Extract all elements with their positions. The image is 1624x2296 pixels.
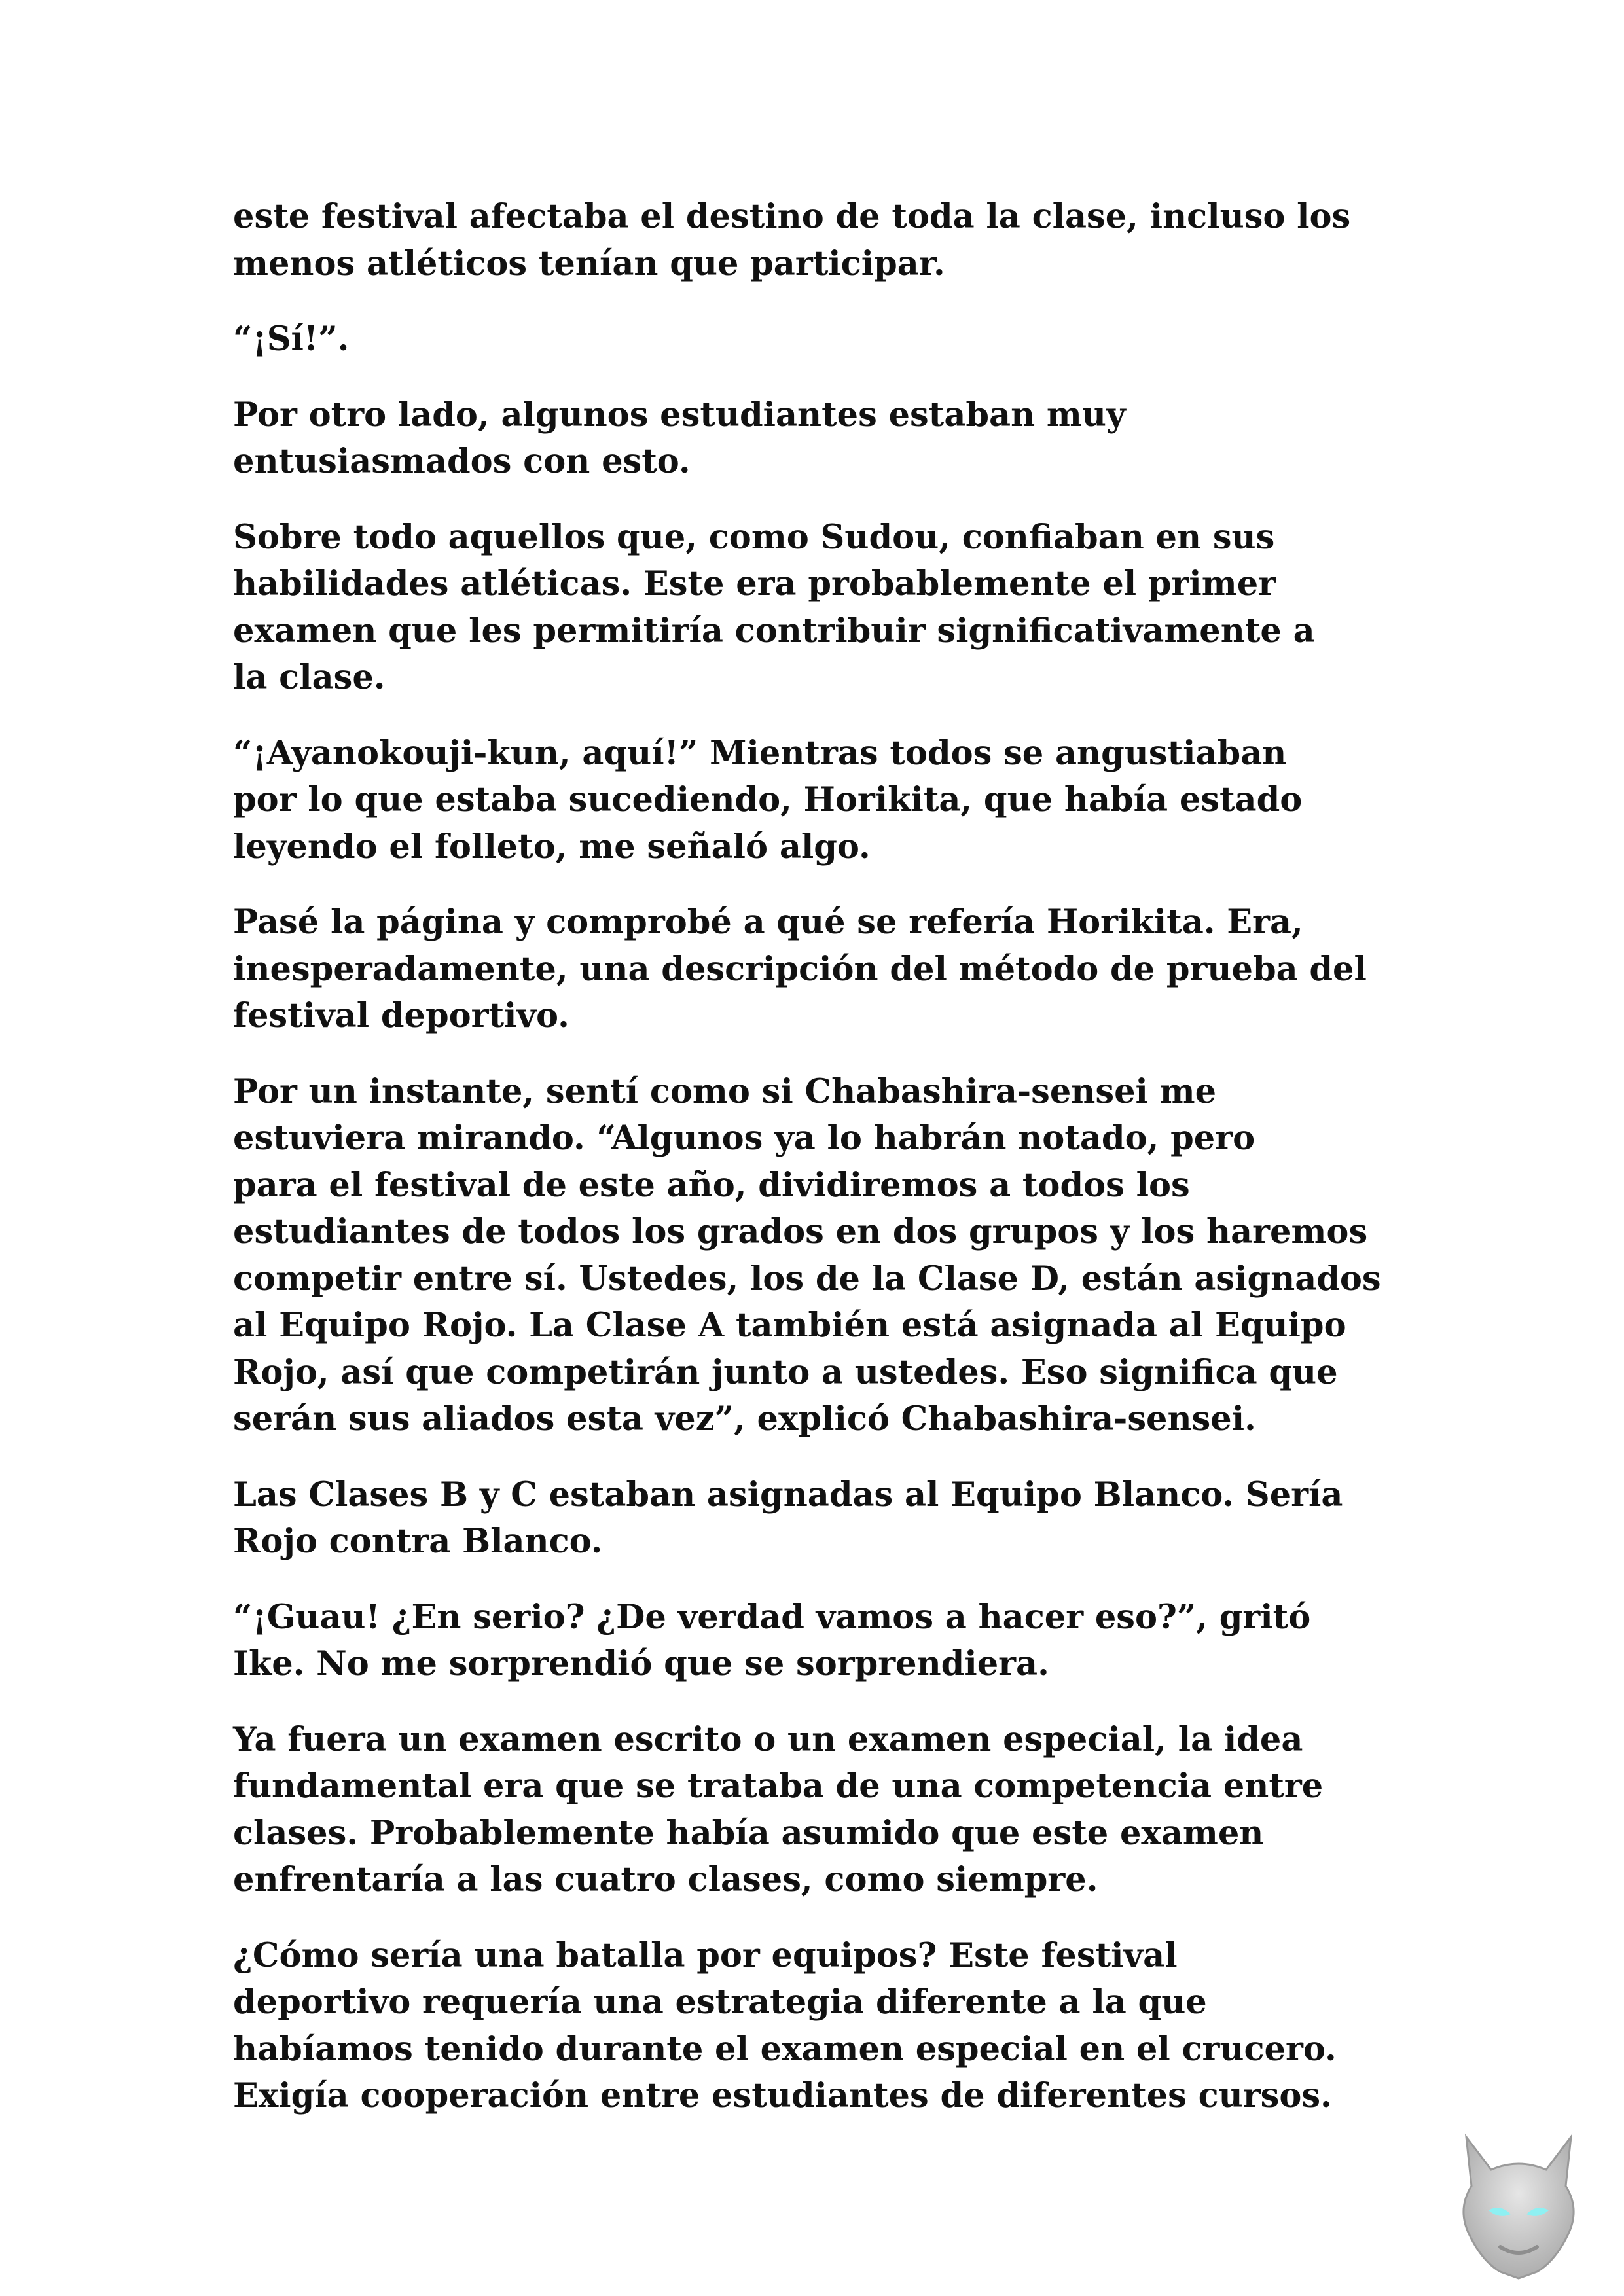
text-line: enfrentaría a las cuatro clases, como siempre.	[233, 1860, 1098, 1899]
text-line: “¡Guau! ¿En serio? ¿De verdad vamos a hacer eso?”, gritó	[233, 1597, 1311, 1637]
text-line: Ike. No me sorprendió que se sorprendiera.	[233, 1644, 1049, 1683]
paragraph-8	[233, 1472, 1405, 1566]
demon-head-icon	[1440, 2124, 1597, 2281]
text-line: inesperadamente, una descripción del método de prueba del	[233, 949, 1367, 989]
paragraph-6	[233, 899, 1405, 1040]
paragraph-4	[233, 514, 1405, 702]
text-line: por lo que estaba sucediendo, Horikita, que había estado	[233, 780, 1303, 819]
text-line: festival deportivo.	[233, 996, 569, 1035]
text-line: examen que les permitiría contribuir significativamente a	[233, 611, 1315, 651]
text-line: entusiasmados con esto.	[233, 442, 691, 481]
text-line: Las Clases B y C estaban asignadas al Equipo Blanco. Sería	[233, 1475, 1343, 1515]
text-line: Por un instante, sentí como si Chabashira-sensei me	[233, 1071, 1217, 1111]
text-line: deportivo requería una estrategia diferente a la que	[233, 1982, 1207, 2022]
paragraph-3	[233, 392, 1405, 486]
text-line: menos atléticos tenían que participar.	[233, 243, 945, 283]
text-line: estuviera mirando. “Algunos ya lo habrán notado, pero	[233, 1119, 1255, 1158]
text-line: competir entre sí. Ustedes, los de la Clase D, están asignados	[233, 1259, 1381, 1299]
text-line: Pasé la página y comprobé a qué se refería Horikita. Era,	[233, 903, 1303, 942]
text-line: habilidades atléticas. Este era probablemente el primer	[233, 564, 1276, 603]
text-line: la clase.	[233, 658, 386, 697]
text-line: para el festival de este año, dividiremos a todos los	[233, 1165, 1190, 1205]
paragraph-5	[233, 730, 1405, 871]
document-body	[233, 194, 1405, 2149]
text-line: este festival afectaba el destino de toda la clase, incluso los	[233, 197, 1351, 236]
paragraph-10	[233, 1717, 1405, 1904]
text-line: clases. Probablemente había asumido que este examen	[233, 1813, 1264, 1853]
text-line: Rojo, así que competirán junto a ustedes. Eso significa que	[233, 1352, 1338, 1392]
text-line: ¿Cómo sería una batalla por equipos? Este festival	[233, 1935, 1178, 1975]
text-line: “¡Sí!”.	[233, 319, 350, 359]
text-line: Ya fuera un examen escrito o un examen especial, la idea	[233, 1719, 1303, 1759]
text-line: fundamental era que se trataba de una competencia entre	[233, 1767, 1324, 1806]
text-line: Exigía cooperación entre estudiantes de diferentes cursos.	[233, 2076, 1332, 2115]
paragraph-11	[233, 1933, 1405, 2120]
text-line: estudiantes de todos los grados en dos grupos y los haremos	[233, 1212, 1368, 1251]
text-line: Sobre todo aquellos que, como Sudou, confiaban en sus	[233, 517, 1275, 557]
paragraph-7	[233, 1069, 1405, 1443]
text-line: serán sus aliados esta vez”, explicó Chabashira-sensei.	[233, 1399, 1256, 1439]
text-line: leyendo el folleto, me señaló algo.	[233, 827, 871, 867]
text-line: Rojo contra Blanco.	[233, 1522, 603, 1561]
text-line: al Equipo Rojo. La Clase A también está asignada al Equipo	[233, 1306, 1346, 1345]
text-line: Por otro lado, algunos estudiantes estaban muy	[233, 395, 1126, 435]
text-line: “¡Ayanokouji-kun, aquí!” Mientras todos se angustiaban	[233, 733, 1287, 773]
paragraph-1	[233, 194, 1405, 287]
paragraph-2	[233, 316, 1405, 363]
text-line: habíamos tenido durante el examen especial en el crucero.	[233, 2029, 1337, 2069]
paragraph-9	[233, 1594, 1405, 1688]
